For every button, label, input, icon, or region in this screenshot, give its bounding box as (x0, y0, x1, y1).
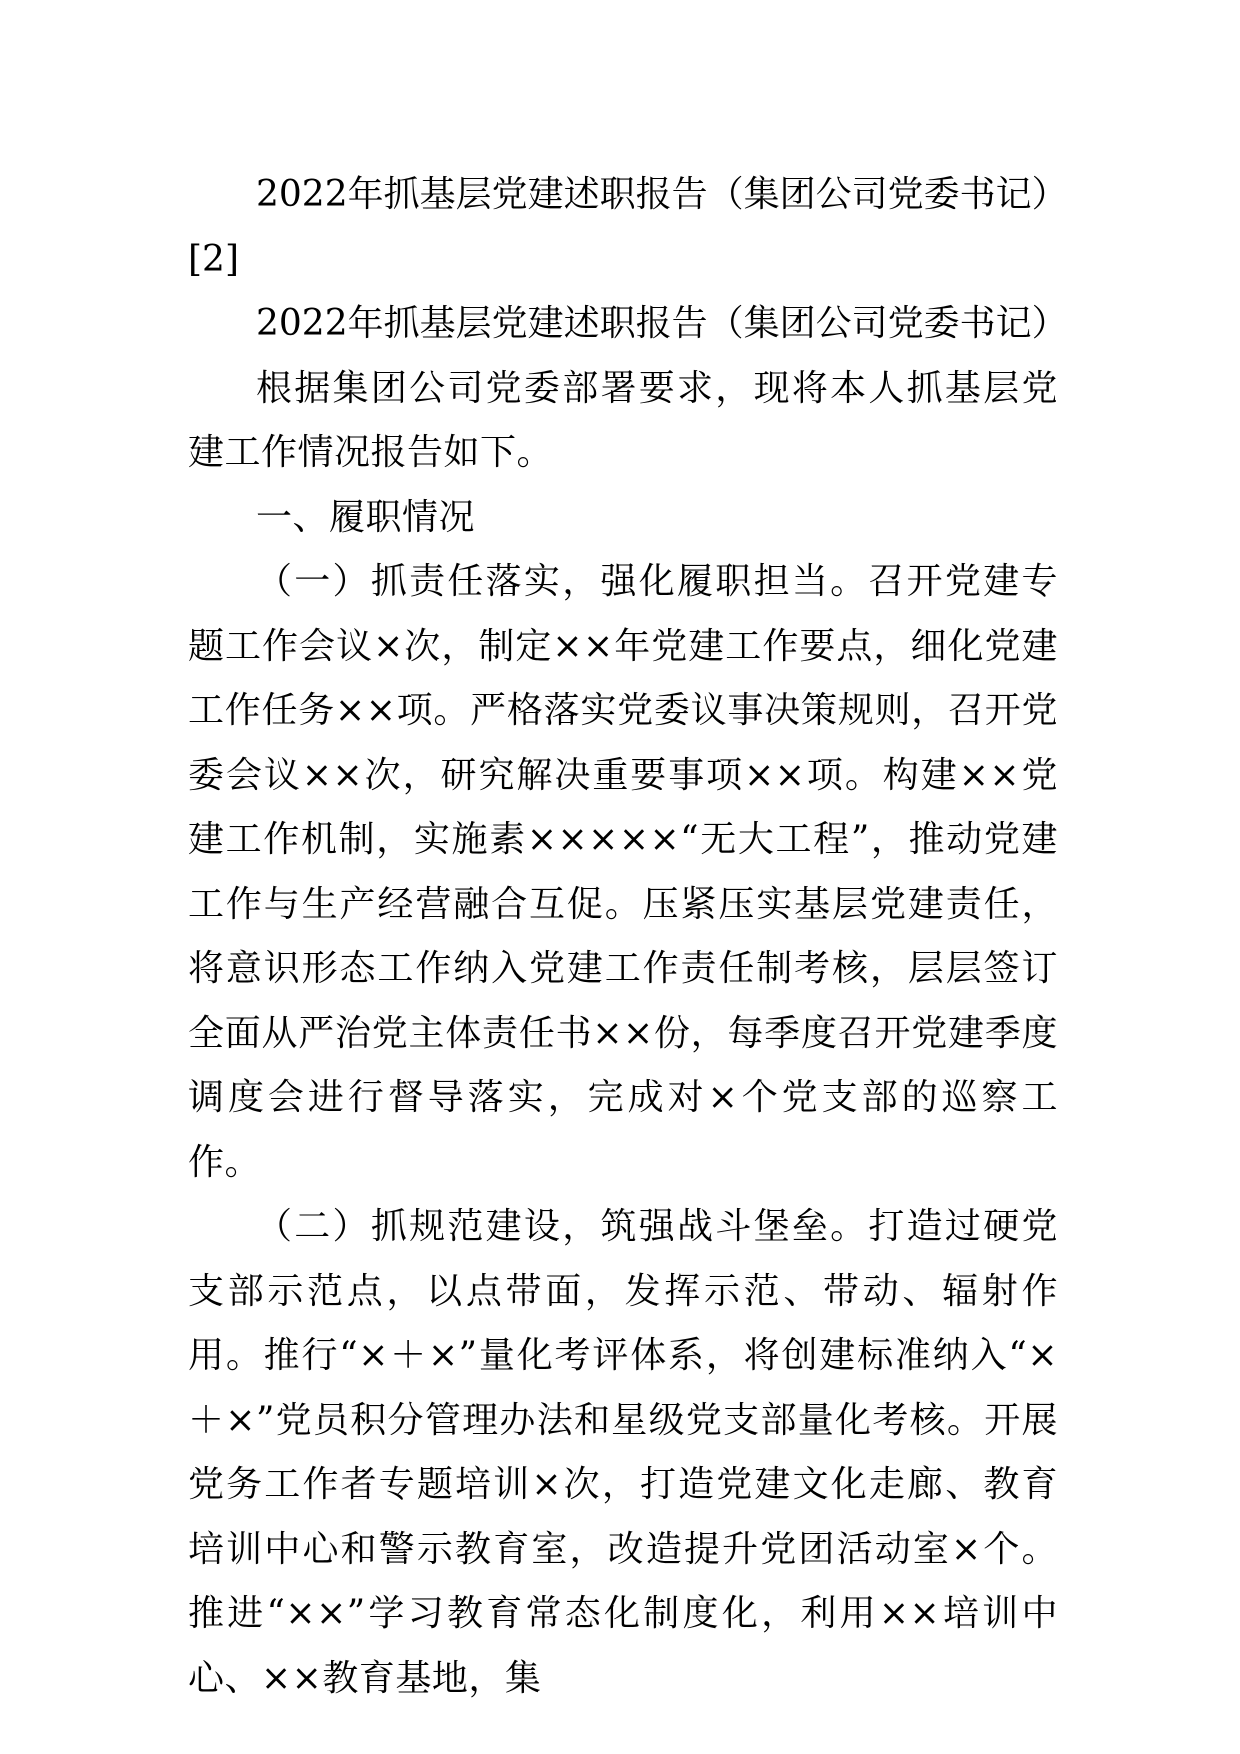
document-body (188, 163, 1068, 1711)
paragraph-responsibility: （一）抓责任落实，强化履职担当。召开党建专题工作会议×次，制定××年党建工作要点，细化党建工作任务××项。严格落实党委议事决策规则，召开党委会议××次，研究解决重要事项××项。构建××党建工作机制，实施素×××××“无大工程”，推动党建工作与生产经营融合互促。压紧压实基层党建责任，将意识形态工作纳入党建工作责任制考核，层层签订全面从严治党主体责任书××份，每季度召开党建季度调度会进行督导落实，完成对×个党支部的巡察工作。 (188, 561, 1058, 1183)
reference-marker: [2] (188, 238, 239, 280)
intro-paragraph: 根据集团公司党委部署要求，现将本人抓基层党建工作情况报告如下。 (188, 367, 1058, 473)
section-heading: 一、履职情况 (256, 496, 476, 538)
paragraph-standardization: （二）抓规范建设，筑强战斗堡垒。打造过硬党支部示范点，以点带面，发挥示范、带动、辐射作用。推行“×＋×”量化考评体系，将创建标准纳入“×＋×”党员积分管理办法和星级党支部量化考核。开展党务工作者专题培训×次，打造党建文化走廊、教育培训中心和警示教育室，改造提升党团活动室×个。推进“××”学习教育常态化制度化，利用××培训中心、××教育基地，集 (188, 1206, 1058, 1699)
document-title: 2022年抓基层党建述职报告（集团公司党委书记） (256, 174, 1068, 215)
document-subtitle: 2022年抓基层党建述职报告（集团公司党委书记） (256, 303, 1068, 344)
